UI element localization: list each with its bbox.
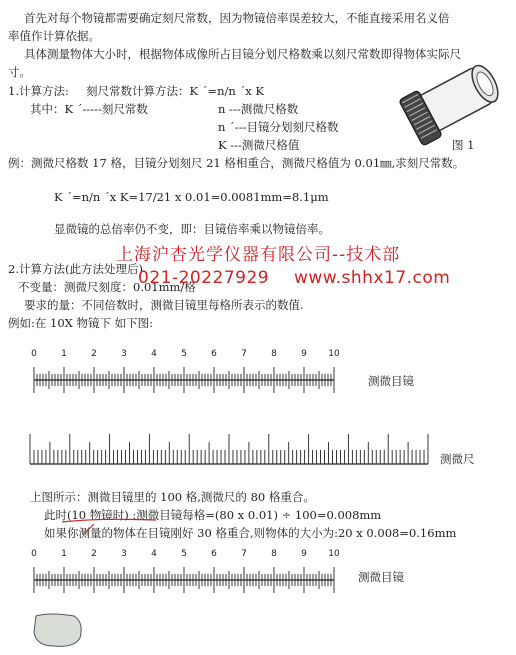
scale1-label: 测微目镜 [368, 374, 414, 388]
watermark-site: www.shhx17.com [294, 268, 451, 288]
scale-number: 8 [271, 349, 277, 359]
method1-def-k: K ---测微尺格值 [218, 138, 300, 152]
watermark-phone: 021-20227929 [138, 268, 270, 288]
scale-number: 7 [241, 549, 247, 559]
method1-calc: K ´=n/n ´x K=17/21 x 0.01=0.0081mm=8.1μm [54, 190, 329, 204]
scale-number: 4 [151, 549, 157, 559]
scale-number: 10 [328, 349, 340, 359]
scale-number: 2 [91, 549, 97, 559]
scale-number: 3 [121, 549, 127, 559]
scale2-label: 测微尺 [440, 452, 475, 466]
scale-number: 8 [271, 549, 277, 559]
scale-number: 0 [31, 349, 37, 359]
scale-number: 0 [31, 549, 37, 559]
scale-number: 6 [211, 349, 217, 359]
method1-formula: 刻尺常数计算方法：K ´=n/n ´x K [86, 84, 264, 98]
eyepiece-scale [0, 336, 516, 406]
figure-label: 图 1 [452, 138, 475, 152]
scale-number: 7 [241, 349, 247, 359]
method2-heading: 2.计算方法(此方法处理后) [8, 262, 143, 276]
scale-number: 3 [121, 349, 127, 359]
scale-number: 4 [151, 349, 157, 359]
method1-note: 显微镜的总倍率仍不变，即：目镜倍率乘以物镜倍率。 [54, 222, 330, 236]
method2-required: 要求的量：不同倍数时，测微目镜里每格所表示的数值. [24, 298, 304, 312]
scale-number: 9 [301, 349, 307, 359]
method2-example: 例如:在 10X 物镜下 如下图: [8, 316, 154, 330]
scale3-label: 测微目镜 [358, 570, 404, 584]
method1-where: 其中：K ´-----刻尺常数 [30, 102, 148, 116]
red-underline-mark [60, 516, 170, 538]
eyepiece-scale-2 [0, 544, 516, 614]
scale-number: 5 [181, 349, 187, 359]
scale-number: 1 [61, 349, 67, 359]
watermark-company: 上海沪杏光学仪器有限公司--技术部 [116, 245, 401, 265]
stamp-blob [30, 610, 86, 650]
scale-number: 6 [211, 549, 217, 559]
method1-example: 例：测微尺格数 17 格，目镜分划刻尺 21 格相重合，测微尺格值为 0.01㎜,求刻尺常数。 [8, 156, 465, 170]
result-line-3: 如果你测量的物体在目镜刚好 30 格重合,则物体的大小为:20 x 0.008=0.16mm [44, 526, 457, 540]
method1-heading: 1.计算方法: [8, 84, 69, 98]
scale-number: 5 [181, 549, 187, 559]
intro-line-2: 率值作计算依据。 [8, 29, 100, 43]
scale-number: 2 [91, 349, 97, 359]
scale-number: 9 [301, 549, 307, 559]
micrometer-scale [0, 432, 516, 482]
method1-def-n: n ---测微尺格数 [218, 102, 299, 116]
result-line-1: 上图所示：测微目镜里的 100 格,测微尺的 80 格重合。 [30, 490, 315, 504]
result-line-2: 此时(10 物镜时) :测微目镜每格=(80 x 0.01) ÷ 100=0.008mm [44, 508, 382, 522]
scale-number: 10 [328, 549, 340, 559]
eyepiece-illustration [398, 58, 512, 146]
intro-line-3: 具体测量物体大小时，根据物体成像所占目镜分划尺格数乘以刻尺常数即得物体实际尺 [24, 47, 461, 61]
intro-line-4: 寸。 [8, 65, 31, 79]
method1-def-n2: n ´---目镜分划刻尺格数 [218, 120, 339, 134]
scale-number: 1 [61, 549, 67, 559]
intro-line-1: 首先对每个物镜都需要确定刻尺常数，因为物镜倍率误差较大，不能直接采用名义倍 [24, 11, 450, 25]
method2-constant: 不变量：测微尺刻度：0.01mm/格 [18, 280, 196, 294]
